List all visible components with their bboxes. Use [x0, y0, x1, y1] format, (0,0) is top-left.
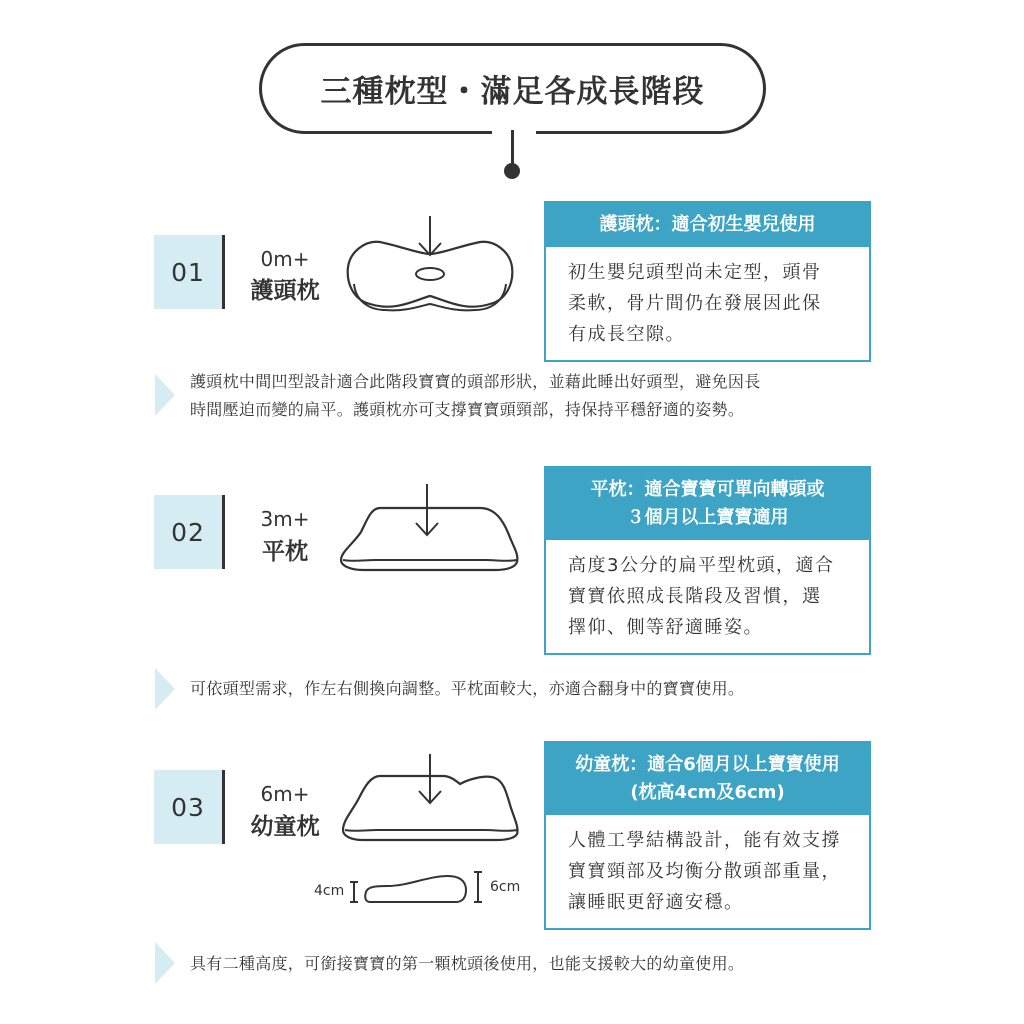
info-card-body-line: 讓睡眠更舒適安穩。	[568, 892, 744, 913]
info-card	[544, 466, 871, 655]
pillow-profile-icon	[348, 868, 498, 908]
info-card-title	[546, 203, 869, 247]
section-number: 03	[154, 770, 225, 844]
info-card-body-line: 寶寶依照成長階段及習慣，選	[568, 586, 822, 607]
title-pill	[259, 43, 766, 134]
pillow-name: 幼童枕	[250, 814, 320, 840]
age-label: 0m+	[260, 247, 310, 271]
description-line: 可依頭型需求，作左右側換向調整。平枕面較大，亦適合翻身中的寶寶使用。	[190, 679, 745, 698]
age-label: 3m+	[260, 507, 310, 531]
info-card-body	[546, 540, 869, 653]
section-description	[190, 368, 761, 424]
flat-pillow-icon	[335, 480, 525, 580]
contour-pillow-icon	[335, 750, 525, 850]
info-card-body	[546, 815, 869, 928]
info-card	[544, 201, 871, 362]
info-card-title-line: 平枕：適合寶寶可單向轉頭或	[590, 479, 825, 500]
info-card-body-line: 初生嬰兒頭型尚未定型，頭骨	[568, 262, 822, 283]
age-label: 6m+	[260, 782, 310, 806]
pillow-name: 護頭枕	[250, 278, 320, 304]
description-arrow-icon	[155, 374, 175, 416]
height-low-label: 4cm	[314, 883, 345, 899]
description-line: 具有二種高度，可銜接寶寶的第一顆枕頭後使用，也能支援較大的幼童使用。	[190, 954, 745, 973]
description-line: 護頭枕中間凹型設計適合此階段寶寶的頭部形狀，並藉此睡出好頭型，避免因長	[190, 372, 761, 391]
info-card-body-line: 柔軟，骨片間仍在發展因此保	[568, 293, 822, 314]
info-card-title	[546, 468, 869, 540]
description-arrow-icon	[155, 668, 175, 710]
title-connector-dot	[504, 163, 520, 179]
page-title: 三種枕型・滿足各成長階段	[320, 74, 705, 110]
info-card-title-line: (枕高4cm及6cm)	[630, 782, 785, 803]
section-number: 01	[154, 235, 225, 309]
info-card-body-line: 寶寶頸部及均衡分散頭部重量，	[568, 861, 841, 882]
info-card-body-line: 有成長空隙。	[568, 324, 685, 345]
info-card-title-line: 幼童枕：適合6個月以上寶寶使用	[575, 754, 840, 775]
description-arrow-icon	[155, 942, 175, 984]
height-high-label: 6cm	[490, 879, 521, 895]
section-number: 02	[154, 495, 225, 569]
pillow-name: 平枕	[262, 539, 308, 565]
info-card-title	[546, 743, 869, 815]
butterfly-pillow-icon	[340, 212, 520, 322]
info-card-title-line: ３個月以上寶寶適用	[626, 507, 789, 528]
info-card-body-line: 擇仰、側等舒適睡姿。	[568, 617, 763, 638]
info-card-title-line: 護頭枕：適合初生嬰兒使用	[599, 214, 816, 235]
info-card	[544, 741, 871, 930]
info-card-body	[546, 247, 869, 360]
info-card-body-line: 人體工學結構設計，能有效支撐	[568, 830, 841, 851]
section-description	[190, 675, 744, 703]
info-card-body-line: 高度3公分的扁平型枕頭，適合	[568, 555, 835, 576]
section-description	[190, 950, 744, 978]
title-pill-gap	[492, 128, 536, 138]
description-line: 時間壓迫而變的扁平。護頭枕亦可支撐寶寶頭頸部，持保持平穩舒適的姿勢。	[190, 400, 745, 419]
